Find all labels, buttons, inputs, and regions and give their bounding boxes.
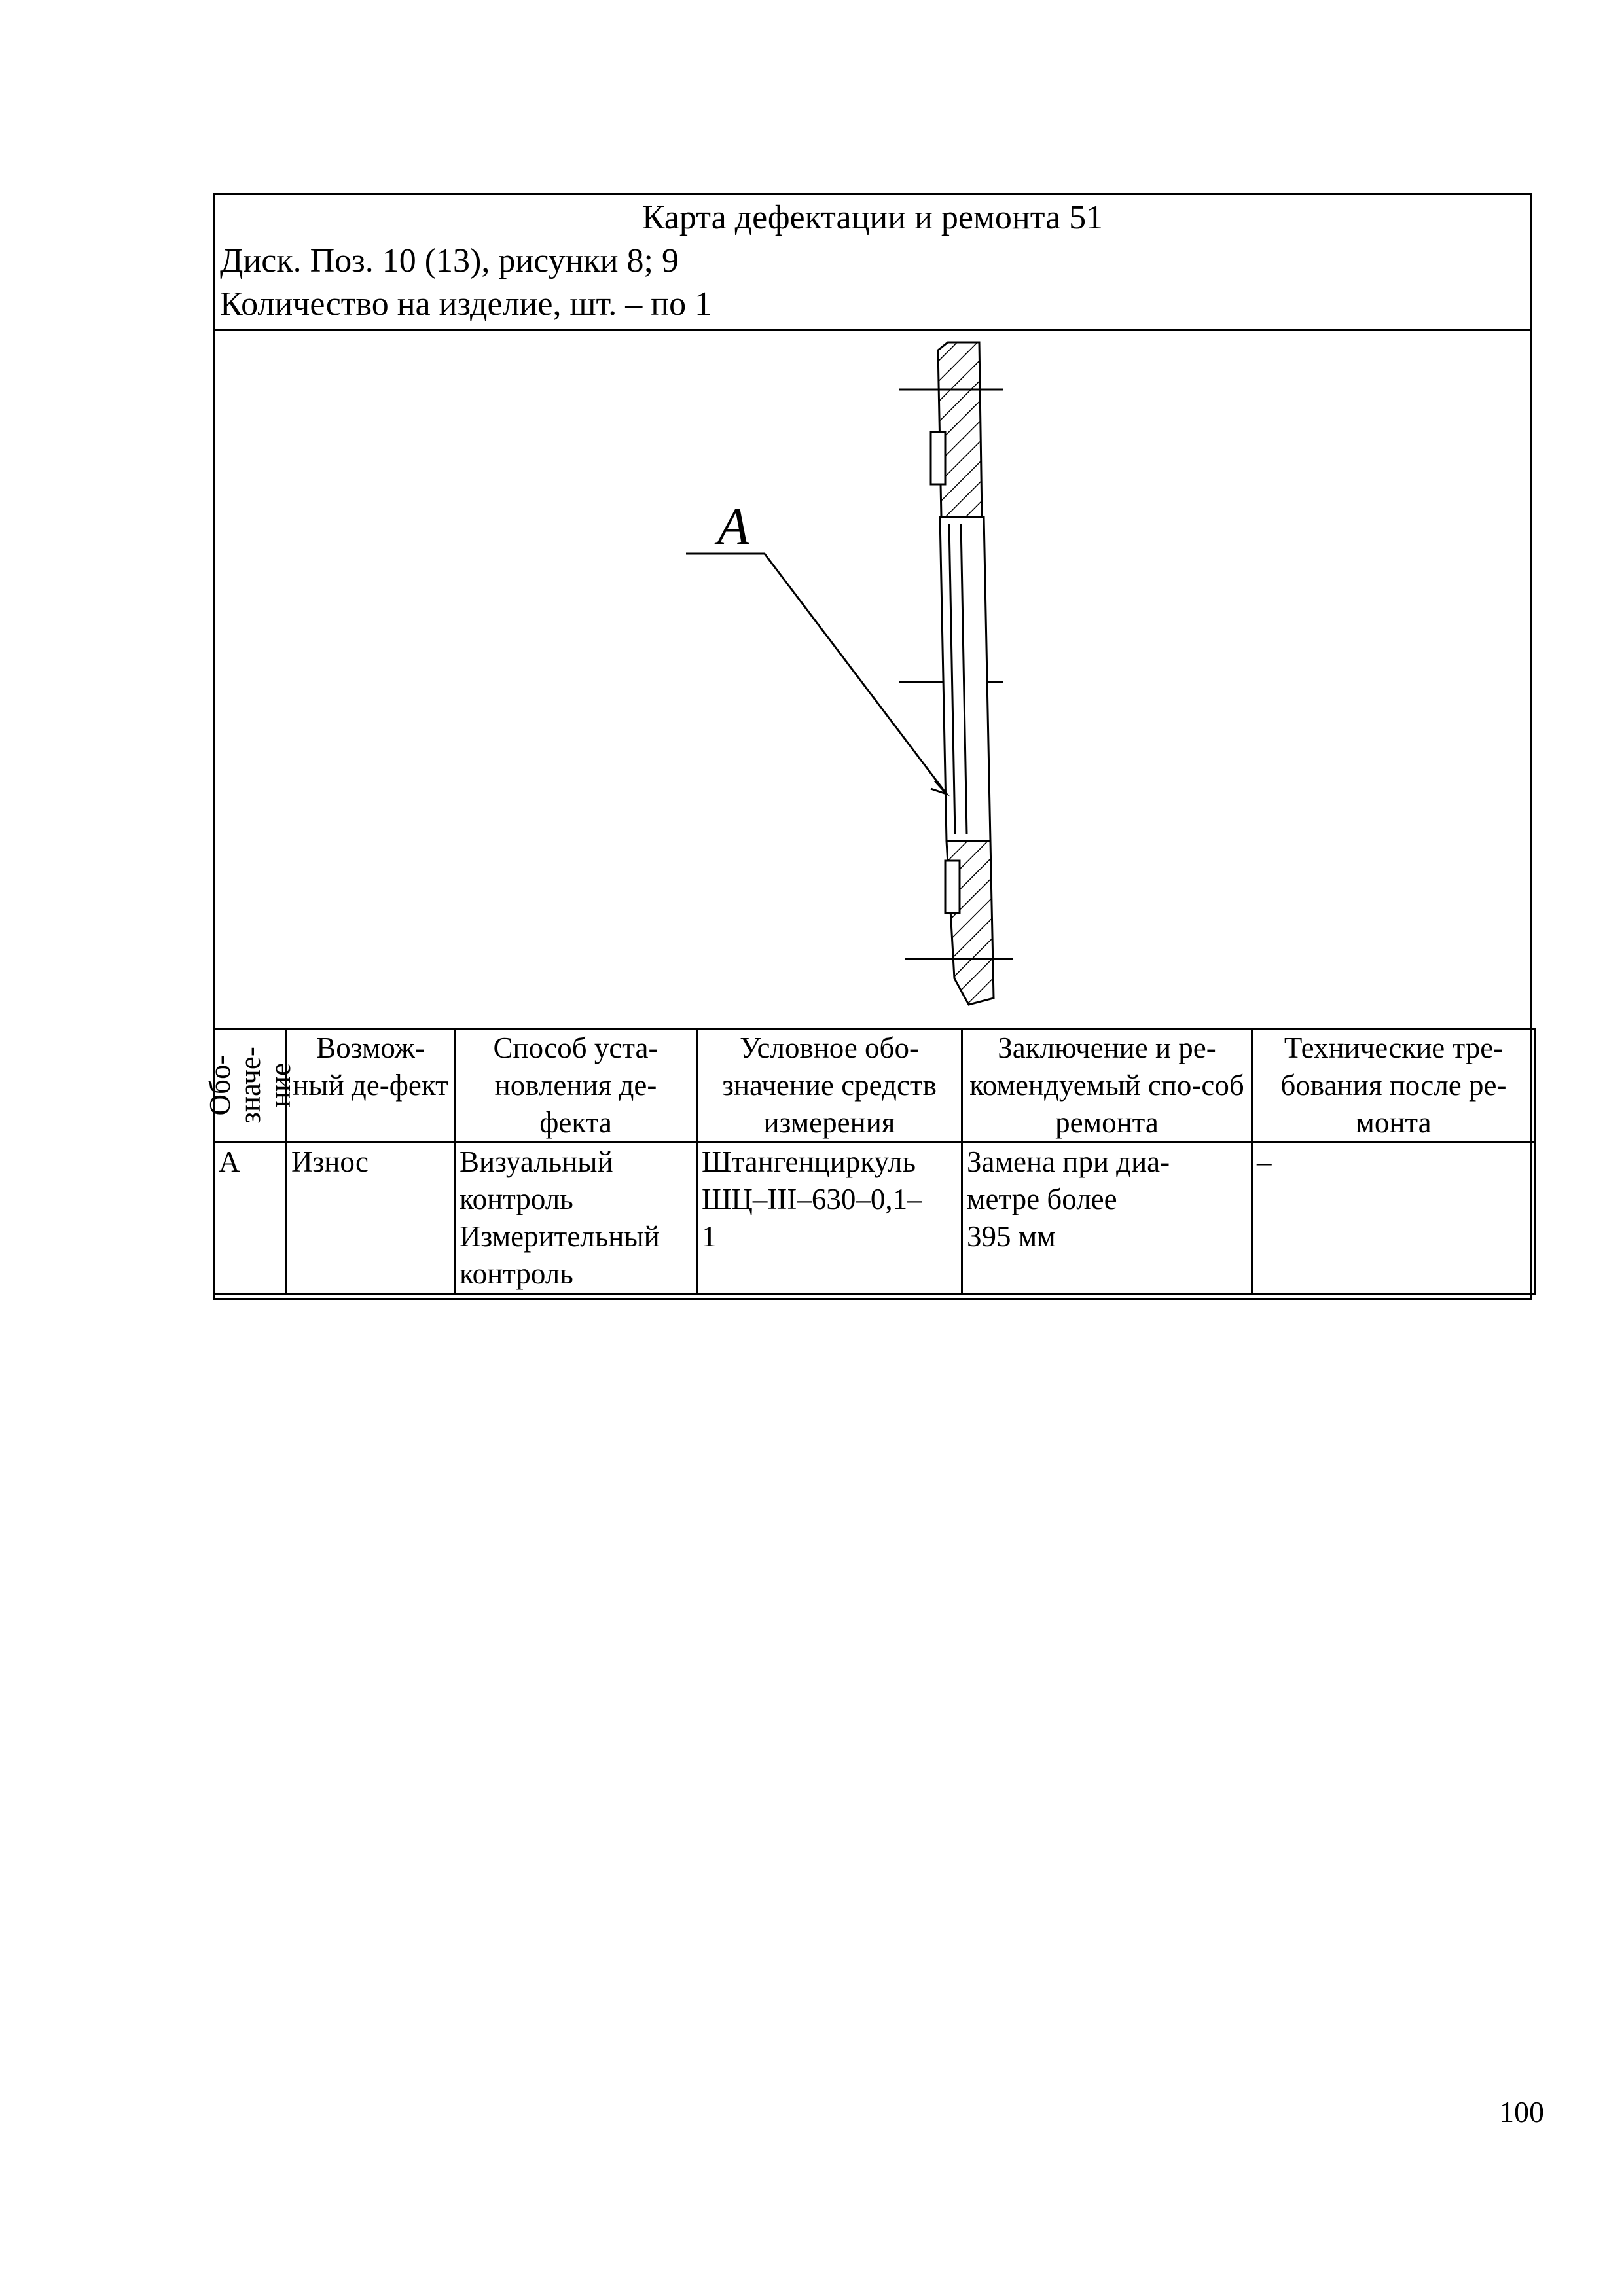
callout-label: А <box>717 498 749 556</box>
cell-measuring: Штангенциркуль ШЦ–III–630–0,1– 1 <box>697 1143 962 1294</box>
quantity-info: Количество на изделие, шт. – по 1 <box>220 285 712 323</box>
disk-outline <box>899 342 1013 1005</box>
header-defect: Возмож-ный де-фект <box>287 1029 455 1143</box>
cell-defect: Износ <box>287 1143 455 1294</box>
defect-card <box>204 193 1532 1300</box>
header-conclusion: Заключение и ре-комендуемый спо-соб ремонта <box>962 1029 1252 1143</box>
header-method: Способ уста-новления де-фекта <box>455 1029 697 1143</box>
leader-line <box>686 554 947 794</box>
header-requirements: Технические тре-бования после ре-монта <box>1252 1029 1536 1143</box>
page-number: 100 <box>1499 2095 1544 2128</box>
table-header-row <box>214 1029 1536 1143</box>
cell-requirements: – <box>1252 1143 1536 1294</box>
part-drawing <box>215 331 1530 1030</box>
table-row <box>214 1143 1536 1294</box>
cell-method: Визуальный контроль Измерительный контроль <box>455 1143 697 1294</box>
cell-designation: А <box>214 1143 287 1294</box>
defects-table <box>204 1028 1536 1295</box>
part-info: Диск. Поз. 10 (13), рисунки 8; 9 <box>220 242 679 279</box>
header-designation: Обо-значе-ние <box>214 1029 287 1143</box>
card-header <box>215 195 1530 331</box>
card-title: Карта дефектации и ремонта 51 <box>641 199 1104 236</box>
disk-section-drawing <box>215 331 1532 1030</box>
cell-conclusion: Замена при диа- метре более 395 мм <box>962 1143 1252 1294</box>
header-measuring: Условное обо-значение средств измерения <box>697 1029 962 1143</box>
